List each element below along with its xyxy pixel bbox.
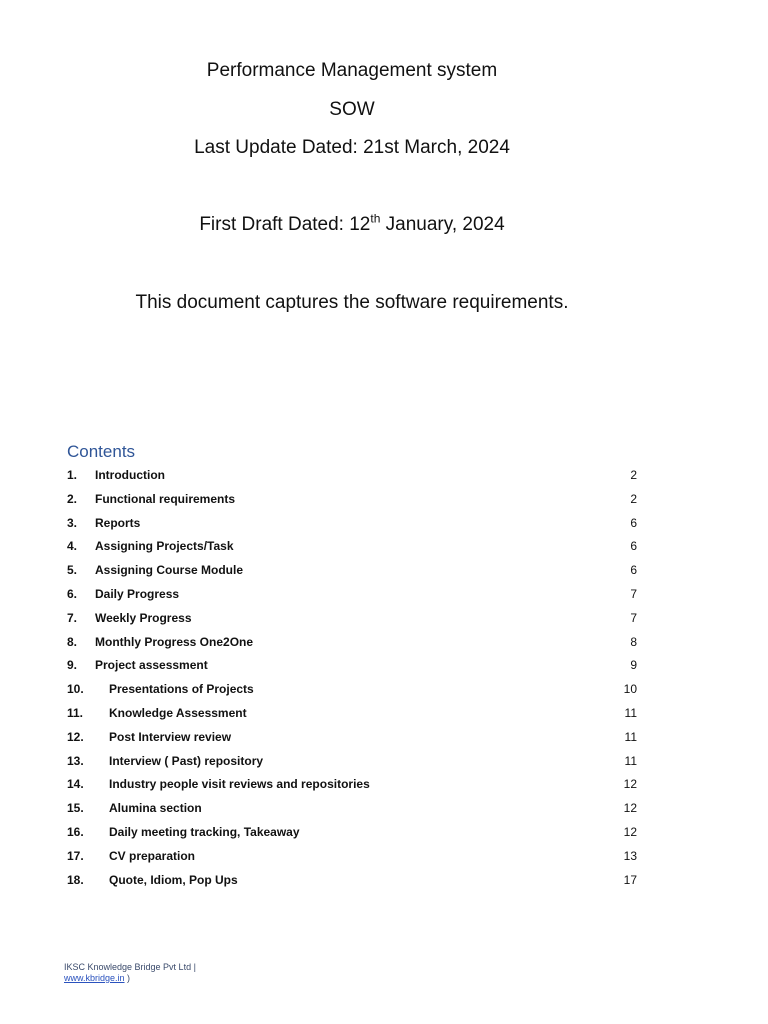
toc-entry-number: 16. bbox=[67, 824, 84, 839]
toc-entry-page-number: 7 bbox=[630, 610, 637, 625]
toc-entry-page-number: 10 bbox=[623, 682, 637, 697]
toc-entry-label: Assigning Course Module bbox=[95, 563, 244, 578]
toc-entry[interactable] bbox=[67, 560, 637, 584]
toc-entry[interactable] bbox=[67, 536, 637, 560]
first-draft-prefix: First Draft Dated: 12 bbox=[199, 214, 371, 235]
toc-entry[interactable] bbox=[67, 822, 637, 846]
first-draft-date bbox=[0, 211, 704, 236]
toc-entry-label: Alumina section bbox=[109, 801, 202, 816]
first-draft-ordinal: th bbox=[370, 211, 381, 226]
toc-entry-label: Functional requirements bbox=[95, 491, 236, 506]
toc-entry-page-number: 11 bbox=[624, 729, 637, 744]
document-subtitle: SOW bbox=[329, 99, 375, 120]
toc-entry-label: Daily Progress bbox=[95, 586, 180, 601]
toc-entry[interactable] bbox=[67, 489, 637, 513]
toc-entry[interactable] bbox=[67, 608, 637, 632]
toc-entry-number: 10. bbox=[67, 682, 84, 697]
toc-entry-label: Weekly Progress bbox=[95, 610, 192, 625]
document-description: This document captures the software requirements. bbox=[135, 292, 569, 313]
last-update-date: Last Update Dated: 21st March, 2024 bbox=[194, 137, 510, 158]
toc-entry-number: 18. bbox=[67, 872, 84, 887]
toc-entry-page-number: 9 bbox=[630, 658, 637, 673]
toc-entry-number: 9. bbox=[67, 658, 78, 673]
toc-entry-number: 4. bbox=[67, 539, 78, 554]
toc-entry-number: 5. bbox=[67, 563, 78, 578]
toc-entry-page-number: 12 bbox=[623, 824, 637, 839]
toc-entry-label: Assigning Projects/Task bbox=[95, 539, 234, 554]
toc-entry-label: Introduction bbox=[95, 468, 165, 482]
footer-website-line bbox=[64, 973, 196, 984]
toc-entry[interactable] bbox=[67, 655, 637, 679]
toc-entry[interactable] bbox=[67, 727, 637, 751]
page-footer bbox=[64, 962, 196, 984]
toc-entry-page-number: 6 bbox=[630, 515, 637, 530]
toc-entry-page-number: 6 bbox=[630, 563, 637, 578]
contents-heading: Contents bbox=[67, 442, 136, 461]
toc-entry-number: 3. bbox=[67, 515, 78, 530]
toc-entry-number: 13. bbox=[67, 753, 84, 768]
toc-entry-page-number: 8 bbox=[630, 634, 637, 649]
footer-company: IKSC Knowledge Bridge Pvt Ltd | bbox=[64, 962, 196, 972]
toc-entry-label: Presentations of Projects bbox=[109, 682, 254, 697]
toc-entry-page-number: 2 bbox=[630, 468, 637, 482]
toc-entry-number: 15. bbox=[67, 801, 84, 816]
toc-entry-page-number: 13 bbox=[623, 848, 637, 863]
toc-entry-label: Monthly Progress One2One bbox=[95, 634, 254, 649]
footer-website-suffix: ) bbox=[124, 973, 131, 983]
toc-entry-label: Project assessment bbox=[95, 658, 208, 673]
toc-entry-label: CV preparation bbox=[109, 848, 196, 863]
first-draft-suffix: January, 2024 bbox=[380, 214, 505, 235]
toc-entry-label: Knowledge Assessment bbox=[109, 705, 247, 720]
toc-entry[interactable] bbox=[67, 465, 637, 489]
toc-entry-number: 8. bbox=[67, 634, 78, 649]
toc-entry[interactable] bbox=[67, 703, 637, 727]
toc-entry[interactable] bbox=[67, 846, 637, 870]
toc-entry-page-number: 12 bbox=[623, 777, 637, 792]
document-title: Performance Management system bbox=[206, 60, 498, 81]
toc-entry-number: 1. bbox=[67, 468, 78, 482]
toc-entry-page-number: 17 bbox=[623, 872, 637, 887]
toc-entry-label: Reports bbox=[95, 515, 141, 530]
toc-entry-page-number: 12 bbox=[623, 801, 637, 816]
toc-entry-label: Interview ( Past) repository bbox=[109, 753, 264, 768]
toc-entry-number: 17. bbox=[67, 848, 84, 863]
toc-entry-number: 12. bbox=[67, 729, 84, 744]
toc-entry-label: Daily meeting tracking, Takeaway bbox=[109, 824, 300, 839]
toc-entry-page-number: 11 bbox=[624, 753, 637, 768]
toc-entry[interactable] bbox=[67, 870, 637, 894]
toc-entry[interactable] bbox=[67, 584, 637, 608]
toc-entry[interactable] bbox=[67, 513, 637, 537]
toc-entry-label: Post Interview review bbox=[109, 729, 232, 744]
toc-entry[interactable] bbox=[67, 632, 637, 656]
table-of-contents bbox=[67, 465, 637, 893]
toc-entry-number: 6. bbox=[67, 586, 78, 601]
toc-entry-number: 2. bbox=[67, 491, 78, 506]
footer-website-link[interactable]: www.kbridge.in bbox=[64, 973, 125, 983]
toc-entry[interactable] bbox=[67, 751, 637, 775]
toc-entry[interactable] bbox=[67, 798, 637, 822]
toc-entry[interactable] bbox=[67, 774, 637, 798]
toc-entry-number: 14. bbox=[67, 777, 84, 792]
toc-entry-label: Industry people visit reviews and repositories bbox=[109, 777, 370, 792]
toc-entry-page-number: 11 bbox=[624, 705, 637, 720]
toc-entry-number: 7. bbox=[67, 610, 78, 625]
toc-entry-number: 11. bbox=[67, 705, 84, 720]
toc-entry-page-number: 7 bbox=[630, 586, 637, 601]
toc-entry-page-number: 6 bbox=[630, 539, 637, 554]
toc-entry-page-number: 2 bbox=[630, 491, 637, 506]
toc-entry[interactable] bbox=[67, 679, 637, 703]
toc-entry-label: Quote, Idiom, Pop Ups bbox=[109, 872, 238, 887]
